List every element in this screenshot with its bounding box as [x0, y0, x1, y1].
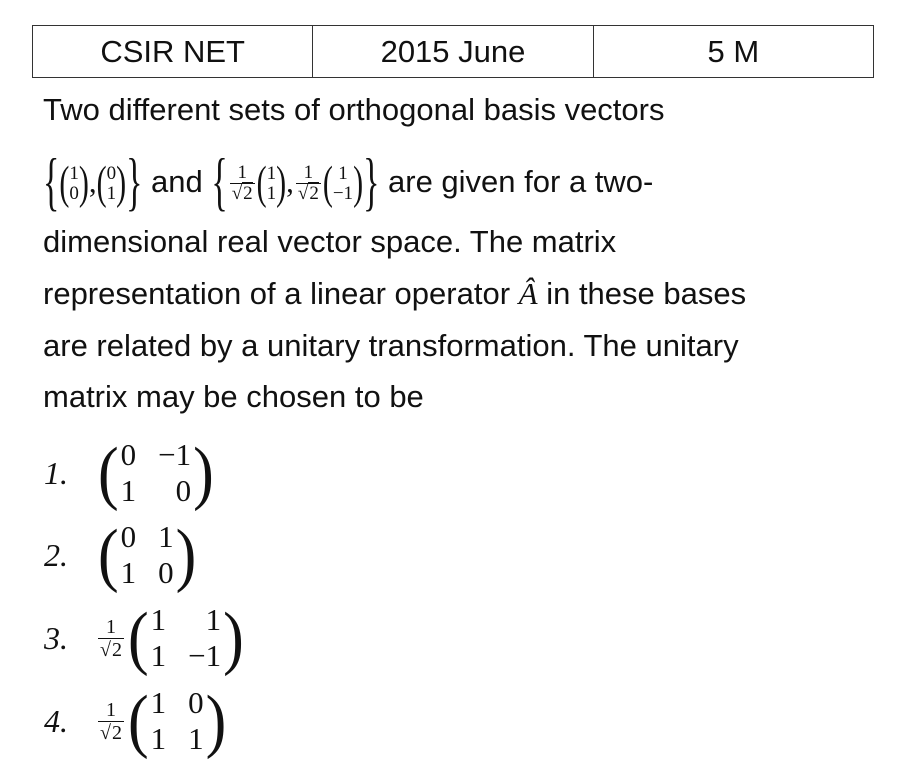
- question-line-6: matrix may be chosen to be: [43, 379, 424, 414]
- basis1-vector-2: 0 1: [106, 162, 117, 204]
- option-prefactor: 1 √2: [100, 615, 122, 661]
- basis2-vector-1: 1 1: [266, 162, 277, 204]
- option-matrix: ( 1 0 1 1 ): [127, 681, 227, 761]
- option-matrix: ( 0 −1 1 0 ): [98, 433, 214, 513]
- option-label: 2.: [44, 536, 68, 573]
- option-1[interactable]: [44, 433, 214, 513]
- question-line-5: are related by a unitary transformation. The unitary: [43, 328, 739, 363]
- option-matrix: ( 0 1 1 0 ): [98, 515, 197, 595]
- question-line-4: representation of a linear operator Â in these bases: [43, 276, 747, 311]
- given-text: are given for a two-: [388, 164, 654, 199]
- question-line-1: Two different sets of orthogonal basis vectors: [43, 92, 665, 127]
- basis2-factor-1: $\frac{1}{√2}$: [231, 162, 253, 205]
- session-cell: 2015 June: [312, 26, 592, 77]
- basis2-vector-2: 1 −1: [332, 162, 354, 204]
- question-line-3: dimensional real vector space. The matrix: [43, 224, 617, 259]
- question-line-2: {( 1 0 ),( 0 1 )} and { $\frac{1}{√2}$ ( 1 1 ), $\frac{1}{√2}$ ( 1 −1 )} are given for a two-: [43, 158, 653, 208]
- option-2[interactable]: [44, 515, 197, 595]
- option-3[interactable]: [44, 598, 244, 678]
- basis1-vector-1: 1 0: [69, 162, 79, 204]
- exam-cell: CSIR NET: [100, 33, 245, 69]
- operator-symbol: Â: [518, 276, 538, 311]
- basis2-factor-2: $\frac{1}{√2}$: [297, 162, 319, 205]
- and-text: and: [151, 164, 203, 199]
- option-label: 4.: [44, 702, 68, 739]
- marks-cell: 5 M: [593, 26, 873, 77]
- option-label: 3.: [44, 619, 68, 656]
- option-label: 1.: [44, 454, 68, 491]
- header-table: [32, 25, 874, 78]
- option-matrix: ( 1 1 1 −1 ): [127, 598, 244, 678]
- open-brace: {: [43, 147, 60, 219]
- option-prefactor: 1 √2: [100, 698, 122, 744]
- option-4[interactable]: [44, 681, 227, 761]
